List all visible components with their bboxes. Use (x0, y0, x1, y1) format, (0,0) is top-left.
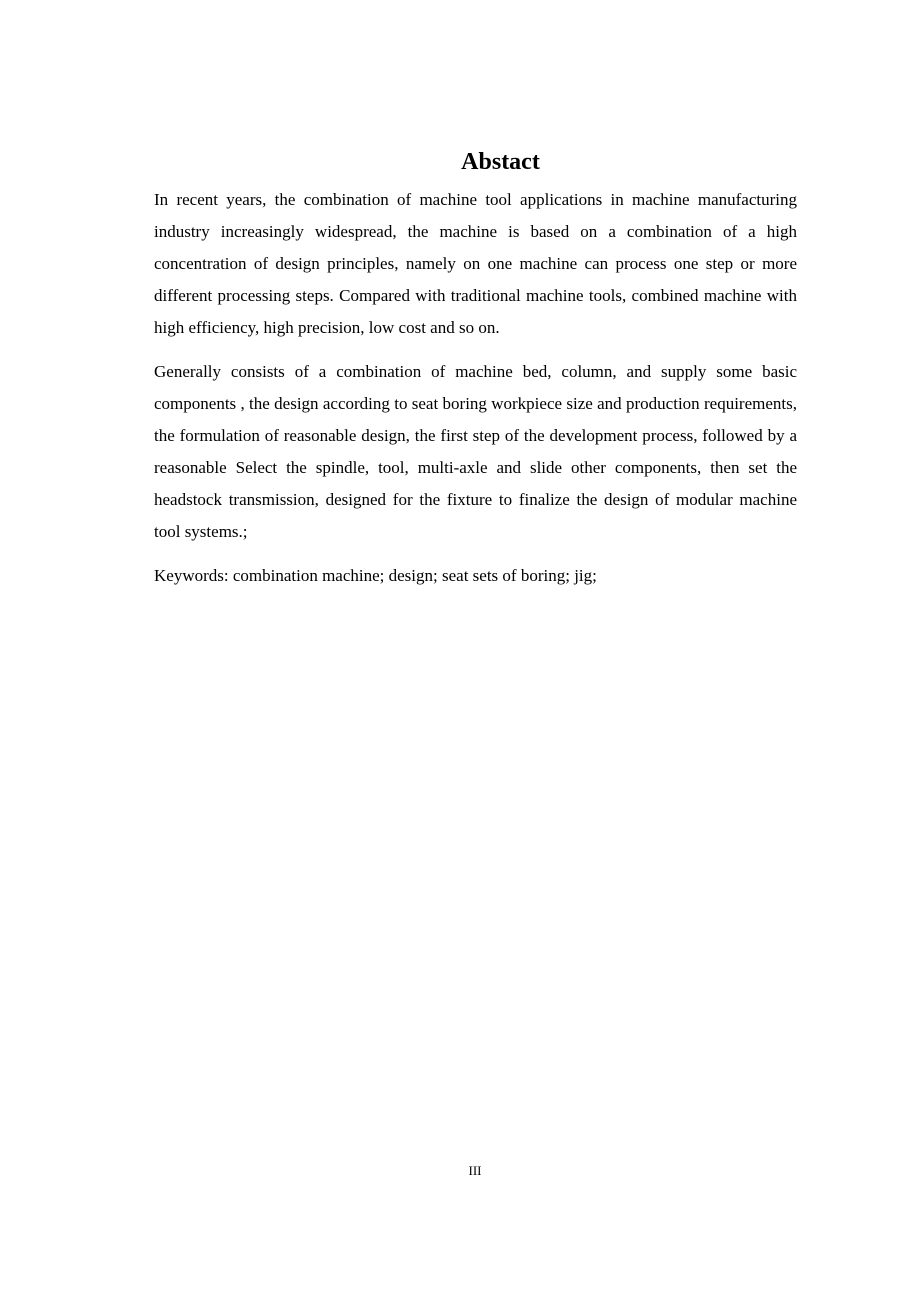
keywords-line: Keywords: combination machine; design; seat sets of boring; jig; (154, 566, 597, 585)
page-title: Abstact (461, 149, 540, 175)
page-number: III (468, 1163, 482, 1178)
page-content (154, 146, 797, 592)
abstract-paragraph-2: Generally consists of a combination of machine bed, column, and supply some basic components , the design according to seat boring workpiece size and production requirements, the formulation of reasonable design, the first step of the development process, followed by a reasonable Select the spindle, tool, multi-axle and slide other components, then set the headstock transmission, designed for the fixture to finalize the design of modular machine tool systems.; (154, 362, 797, 541)
abstract-paragraph-1: In recent years, the combination of machine tool applications in machine manufacturing industry increasingly widespread, the machine is based on a combination of a high concentration of design principles, namely on one machine can process one step or more different processing steps. Compared with traditional machine tools, combined machine with high efficiency, high precision, low cost and so on. (154, 190, 797, 337)
